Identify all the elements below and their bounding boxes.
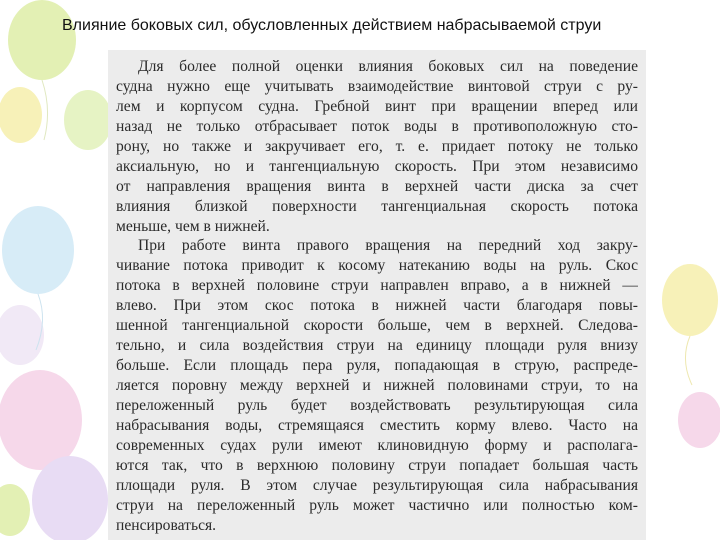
text-line: больше. Если площадь пера руля, попадающая в струю, распреде- bbox=[116, 357, 638, 375]
text-line: современных судах рули имеют клиновидную форму и располага- bbox=[116, 436, 638, 454]
slide-title: Влияние боковых сил, обусловленных действием набрасываемой струи bbox=[62, 17, 602, 34]
text-line: от направления вращения винта в верхней части диска за счет bbox=[116, 177, 638, 195]
text-line: меньше, чем в нижней. bbox=[116, 217, 270, 235]
text-line: площади руля. В этом случае результирующая сила набрасывания bbox=[116, 476, 638, 494]
text-line: переложенный руль будет воздействовать результирующая сила bbox=[116, 396, 638, 414]
text-line: Для более полной оценки влияния боковых сил на поведение bbox=[138, 58, 638, 75]
text-line: рону, но также и закручивает его, т. е. придает потоку не только bbox=[116, 137, 638, 155]
balloon-string bbox=[42, 80, 48, 140]
balloon-string bbox=[685, 336, 692, 385]
text-line: лем и корпусом судна. Гребной винт при вращении вперед или bbox=[116, 97, 638, 115]
text-line: чивание потока приводит к косому натеканию воды на руль. Скос bbox=[116, 257, 638, 275]
balloon-lilac-bottom bbox=[32, 456, 108, 540]
balloon-yellow-left bbox=[0, 87, 42, 143]
text-line: судна нужно еще учитывать взаимодействие винтовой струи с ру- bbox=[116, 77, 638, 95]
balloon-pink-right bbox=[678, 392, 720, 448]
text-line: потока в верхней половине струи направлен вправо, а в нижней — bbox=[116, 277, 638, 295]
text-line: струи на переложенный руль может частично или полностью ком- bbox=[116, 496, 638, 514]
balloon-lime-left bbox=[64, 90, 112, 150]
balloon-green-top bbox=[8, 0, 76, 80]
balloon-pale-left bbox=[0, 305, 44, 365]
text-line: набрасывания воды, стремящаяся сместить корму влево. Часто на bbox=[116, 416, 638, 434]
text-line: При работе винта правого вращения на передний ход закру- bbox=[138, 237, 638, 255]
text-line: ляется поровну между верхней и нижней половинами струи, то на bbox=[116, 377, 638, 394]
balloon-blue-left bbox=[2, 206, 74, 294]
text-line: аксиальную, но и тангенциальную скорость. При этом независимо bbox=[116, 157, 638, 175]
scanned-text-block bbox=[116, 57, 638, 536]
text-line: влияния близкой поверхности тангенциальная скорость потока bbox=[116, 197, 638, 215]
text-line: ются так, что в верхнюю половину струи попадает большая часть bbox=[116, 456, 638, 474]
text-line: тельно, и сила воздействия струи на единицу площади руля внизу bbox=[116, 337, 638, 355]
balloon-green-bottom bbox=[0, 484, 30, 536]
text-line: назад не только отбрасывает поток воды в противоположную сто- bbox=[116, 117, 638, 135]
balloon-yellow-right bbox=[662, 264, 718, 336]
text-line: влево. При этом скос потока в нижней части благодаря повы- bbox=[116, 297, 638, 315]
text-line: пенсироваться. bbox=[116, 516, 217, 534]
balloon-pink-bottom bbox=[0, 370, 82, 470]
text-line: шенной тангенциальной скорости больше, чем в верхней. Следова- bbox=[116, 317, 638, 335]
